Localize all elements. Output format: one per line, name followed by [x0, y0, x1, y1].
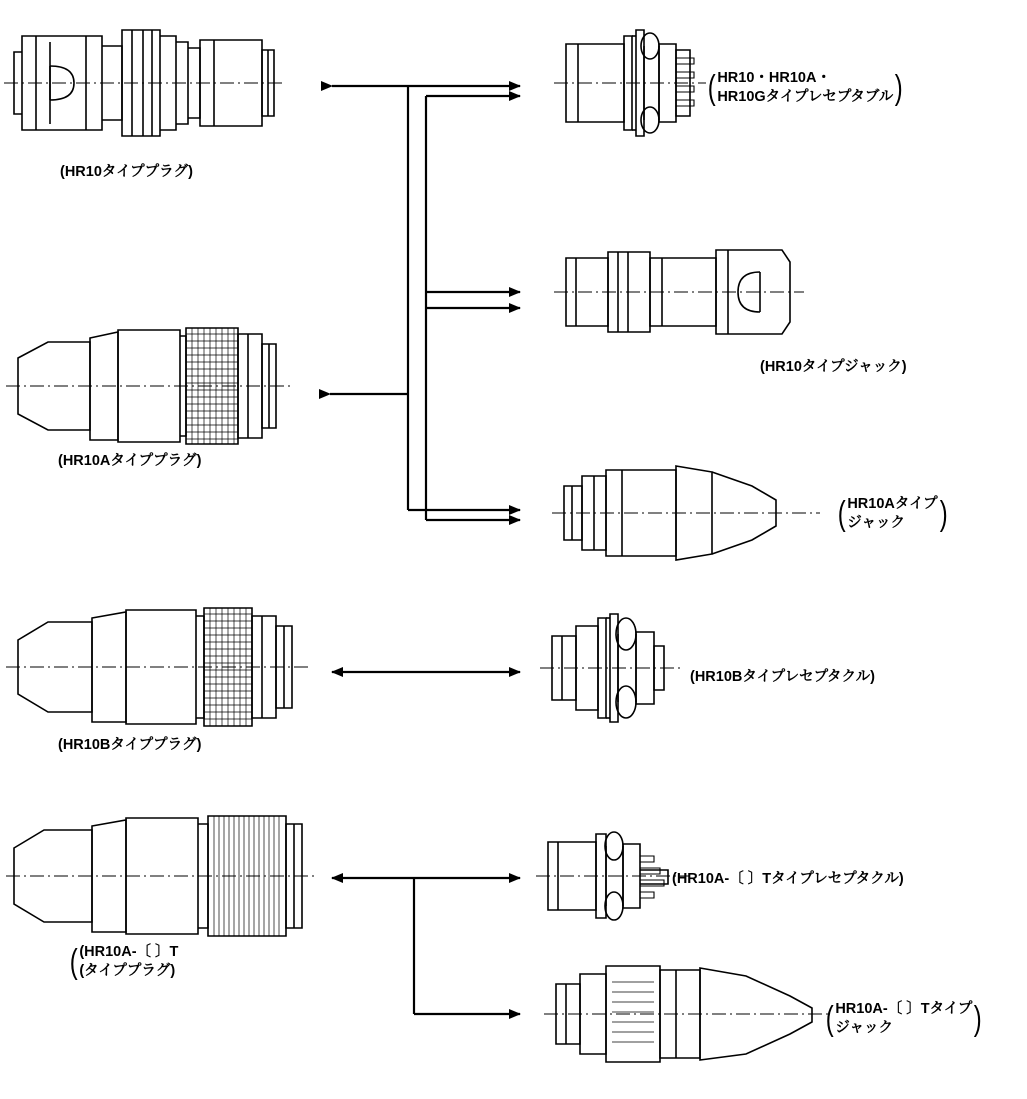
- hr10-receptacle-drawing: [554, 30, 706, 136]
- label-hr10a-plug: (HR10Aタイププラグ): [58, 453, 202, 469]
- label-hr10a-t-plug-line2: (タイププラグ): [79, 963, 176, 979]
- paren-open: (: [837, 495, 846, 533]
- label-hr10a-t-plug-line1: (HR10A-〔 〕T: [79, 944, 179, 961]
- arrow-network-group-3: [332, 878, 520, 1014]
- arrow-network-group-1: [330, 86, 520, 520]
- label-hr10a-t-jack: [824, 994, 984, 1044]
- hr10a-t-jack-drawing: [544, 966, 828, 1062]
- label-hr10a-t-receptacle: (HR10A-〔 〕Tタイプレセプタクル): [672, 871, 904, 887]
- label-hr10a-jack: [836, 489, 949, 539]
- label-hr10-receptacle-line1: HR10・HR10A・: [717, 70, 831, 87]
- hr10a-t-plug-drawing: [6, 816, 318, 936]
- paren-open: (: [69, 943, 78, 981]
- hr10a-t-receptacle-drawing: [536, 832, 690, 920]
- paren-close: ): [974, 1000, 983, 1038]
- label-hr10a-jack-line2: ジャック: [847, 515, 906, 531]
- label-hr10a-t-jack-line2: ジャック: [835, 1020, 894, 1036]
- label-hr10a-jack-line1: HR10Aタイプ: [847, 496, 938, 513]
- label-hr10a-t-jack-line1: HR10A-〔 〕Tタイプ: [835, 1001, 973, 1018]
- hr10a-plug-drawing: [6, 328, 290, 444]
- hr10b-plug-drawing: [6, 608, 308, 726]
- label-hr10-receptacle-line2: HR10Gタイプレセプタブル: [717, 89, 894, 105]
- label-hr10b-receptacle: (HR10Bタイプレセプタクル): [690, 669, 875, 685]
- hr10-jack-drawing: [554, 250, 804, 334]
- label-hr10-jack: (HR10タイプジャック): [760, 359, 907, 375]
- label-hr10-receptacle: [706, 62, 905, 114]
- paren-close: ): [939, 495, 948, 533]
- hr10-plug-drawing: [4, 30, 286, 136]
- label-hr10b-plug: (HR10Bタイププラグ): [58, 737, 202, 753]
- paren-close: ): [894, 69, 903, 107]
- label-hr10-plug: (HR10タイププラグ): [60, 164, 194, 180]
- paren-open: (: [825, 1000, 834, 1038]
- hr10b-receptacle-drawing: [540, 614, 680, 722]
- hr10a-jack-drawing: [552, 466, 820, 560]
- paren-open: (: [707, 69, 716, 107]
- label-hr10a-t-plug: [68, 938, 178, 986]
